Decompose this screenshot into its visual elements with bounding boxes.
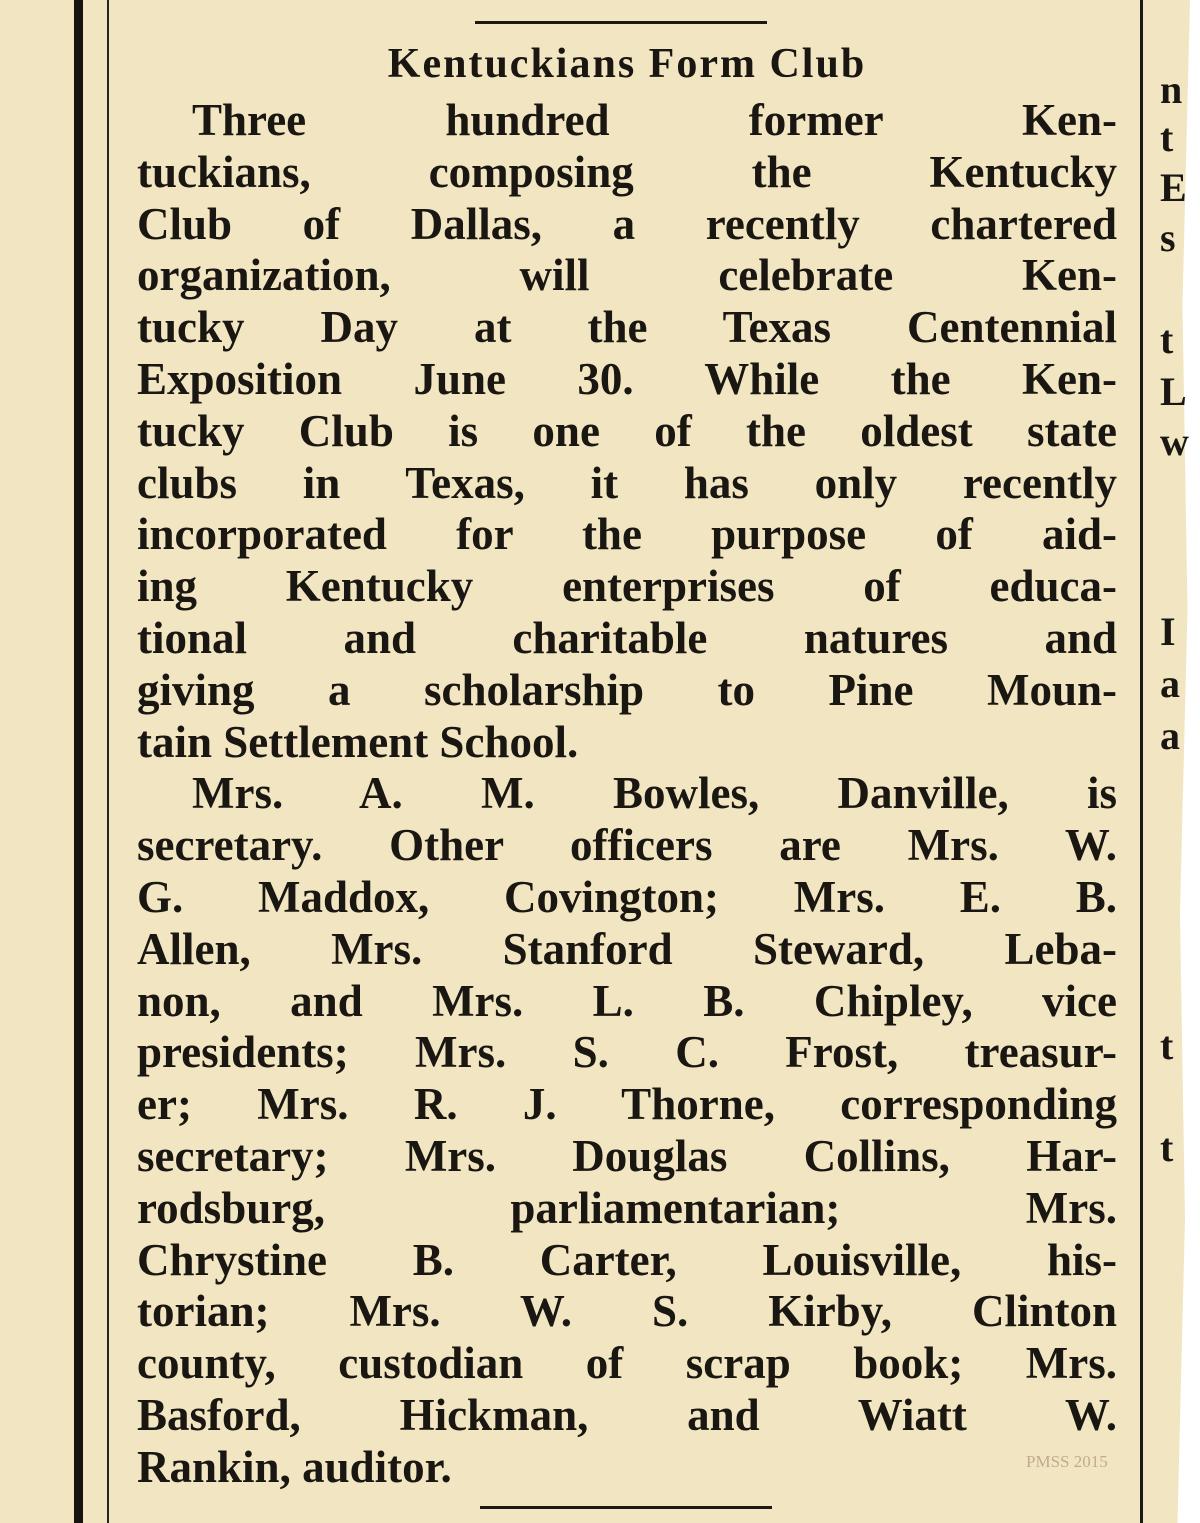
article-line: secretary; Mrs. Douglas Collins, Har-	[137, 1130, 1117, 1181]
column-rule-left-thin	[107, 0, 109, 1523]
adjacent-column-fragment: a	[1160, 713, 1180, 758]
headline: Kentuckians Form Club	[387, 41, 867, 87]
article-body	[137, 95, 1117, 1494]
article-line: secretary. Other officers are Mrs. W.	[137, 820, 1117, 871]
bottom-rule	[480, 1506, 772, 1509]
adjacent-column-fragment: t	[1160, 317, 1174, 362]
article-line: Rankin, auditor.	[137, 1441, 452, 1492]
adjacent-column-fragment: E	[1160, 165, 1187, 210]
column-rule-left	[74, 0, 83, 1523]
adjacent-column-fragment: w	[1160, 419, 1189, 464]
adjacent-column-fragment: s	[1160, 215, 1176, 260]
article-line: G. Maddox, Covington; Mrs. E. B.	[137, 871, 1117, 922]
article-line: Mrs. A. M. Bowles, Danville, is	[192, 768, 1117, 819]
adjacent-column-fragment: L	[1160, 369, 1187, 414]
article-line: torian; Mrs. W. S. Kirby, Clinton	[137, 1286, 1117, 1337]
column-rule-right	[1140, 0, 1143, 1523]
watermark: PMSS 2015	[1026, 1452, 1108, 1471]
article-line: rodsburg, parliamentarian; Mrs.	[137, 1182, 1117, 1233]
article-line: county, custodian of scrap book; Mrs.	[137, 1338, 1117, 1389]
article-line: Basford, Hickman, and Wiatt W.	[137, 1389, 1117, 1440]
article-line: presidents; Mrs. S. C. Frost, treasur-	[137, 1027, 1117, 1078]
adjacent-column-fragment: n	[1160, 67, 1183, 112]
article-line: giving a scholarship to Pine Moun-	[137, 664, 1117, 715]
article-line: tuckians, composing the Kentucky	[137, 146, 1117, 197]
article-line: clubs in Texas, it has only recently	[137, 457, 1117, 508]
article-line: tional and charitable natures and	[137, 612, 1117, 663]
top-rule	[475, 21, 767, 24]
article-line: Three hundred former Ken-	[192, 95, 1117, 145]
article-line: tucky Day at the Texas Centennial	[137, 302, 1117, 353]
article-line: ing Kentucky enterprises of educa-	[137, 561, 1117, 612]
article-line: Allen, Mrs. Stanford Steward, Leba-	[137, 923, 1117, 974]
article-line: organization, will celebrate Ken-	[137, 250, 1117, 301]
article-line: Exposition June 30. While the Ken-	[137, 353, 1117, 404]
article-line: Club of Dallas, a recently chartered	[137, 198, 1117, 249]
article-line: tucky Club is one of the oldest state	[137, 405, 1117, 456]
article-line: incorporated for the purpose of aid-	[137, 509, 1117, 560]
article-line: non, and Mrs. L. B. Chipley, vice	[137, 975, 1117, 1026]
article-line: tain Settlement School.	[137, 716, 579, 767]
article-line: er; Mrs. R. J. Thorne, corresponding	[137, 1079, 1117, 1130]
adjacent-column-fragment: t	[1160, 1125, 1174, 1170]
article-line: Chrystine B. Carter, Louisville, his-	[137, 1234, 1117, 1285]
adjacent-column-fragment: a	[1160, 661, 1180, 706]
adjacent-column-fragment: I	[1160, 609, 1176, 654]
adjacent-column-fragment: t	[1160, 1023, 1174, 1068]
adjacent-column-fragment: t	[1160, 115, 1174, 160]
